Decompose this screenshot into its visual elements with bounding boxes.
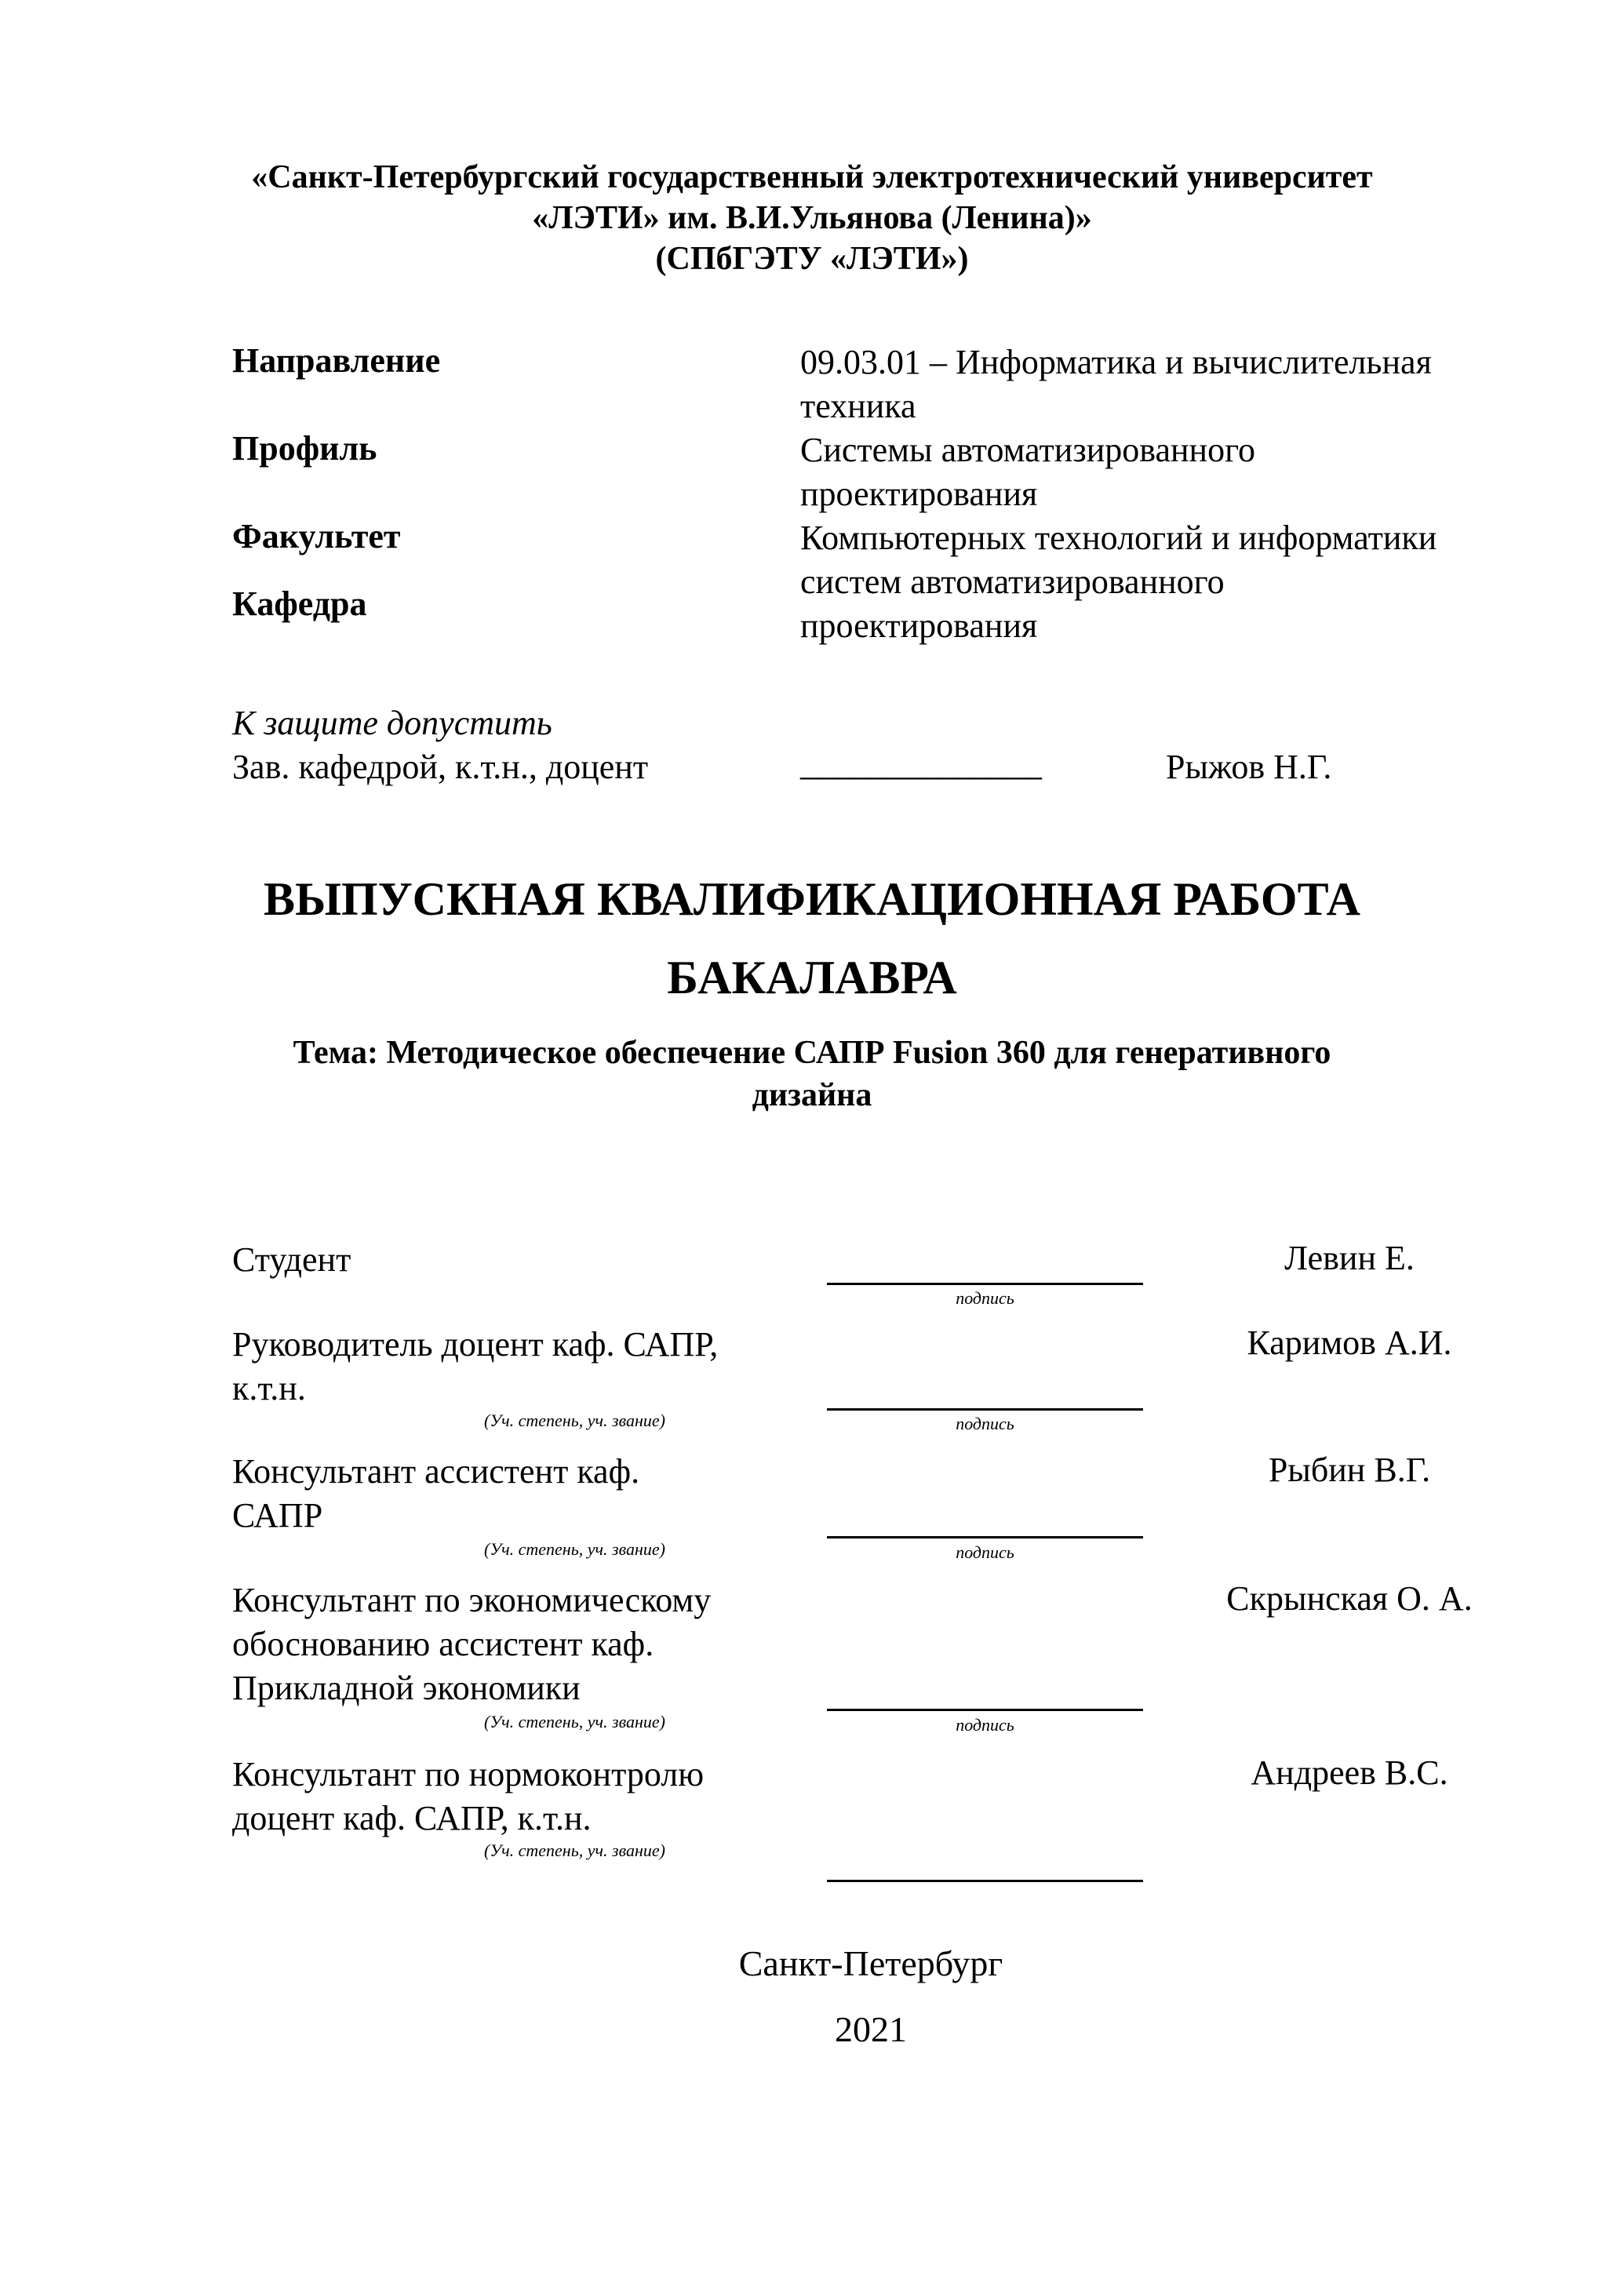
work-title-line1: ВЫПУСКНАЯ КВАЛИФИКАЦИОННАЯ РАБОТА: [264, 873, 1360, 925]
direction-label: Направление: [232, 341, 441, 380]
consultant3-signature-line: [827, 1880, 1143, 1882]
department-value: систем автоматизированного проектирования: [800, 563, 1225, 645]
consultant3-role: Консультант по нормоконтролю доцент каф. САПР, к.т.н.: [232, 1755, 705, 1837]
student-name: Левин Е.: [1284, 1239, 1415, 1277]
consultant1-degree-caption: (Уч. степень, уч. звание): [484, 1539, 665, 1559]
profile-label: Профиль: [232, 429, 377, 468]
profile-value: Системы автоматизированного проектирования: [800, 431, 1256, 513]
consultant2-signature-caption: подпись: [956, 1715, 1014, 1735]
supervisor-signature-line: [827, 1408, 1143, 1411]
consultant2-signature-line: [827, 1709, 1143, 1711]
consultant2-degree-caption: (Уч. степень, уч. звание): [484, 1712, 665, 1731]
theme-line1: Тема: Методическое обеспечение САПР Fusion 360 для генеративного: [293, 1035, 1331, 1071]
direction-value: 09.03.01 – Информатика и вычислительная техника: [800, 343, 1432, 425]
consultant1-signature-line: [827, 1536, 1143, 1538]
consultant2-name: Скрынская О. А.: [1226, 1579, 1473, 1618]
university-name-line2: «ЛЭТИ» им. В.И.Ульянова (Ленина)»: [532, 200, 1092, 236]
theme-line2: дизайна: [752, 1077, 872, 1113]
consultant1-role: Консультант ассистент каф. САПР: [232, 1452, 640, 1535]
supervisor-degree-caption: (Уч. степень, уч. звание): [484, 1411, 665, 1430]
university-name-line1: «Санкт-Петербургский государственный электротехнический университет: [251, 159, 1373, 195]
faculty-label: Факультет: [232, 517, 401, 555]
student-signature-line: [827, 1283, 1143, 1285]
head-signature-blank: ______________: [800, 745, 1042, 783]
consultant3-name: Андреев В.С.: [1251, 1753, 1448, 1792]
supervisor-signature-caption: подпись: [956, 1414, 1014, 1433]
consultant3-degree-caption: (Уч. степень, уч. звание): [484, 1841, 665, 1860]
university-abbrev: (СПбГЭТУ «ЛЭТИ»): [655, 241, 969, 277]
consultant1-signature-caption: подпись: [956, 1542, 1014, 1562]
supervisor-name: Каримов А.И.: [1247, 1324, 1452, 1362]
student-signature-caption: подпись: [956, 1288, 1014, 1308]
faculty-value: Компьютерных технологий и информатики: [800, 519, 1437, 557]
work-title-line2: БАКАЛАВРА: [667, 952, 957, 1003]
year: 2021: [835, 2009, 907, 2049]
head-name: Рыжов Н.Г.: [1166, 748, 1332, 786]
department-head: Зав. кафедрой, к.т.н., доцент: [232, 748, 649, 786]
student-role: Студент: [232, 1240, 351, 1279]
department-label: Кафедра: [232, 584, 367, 623]
city: Санкт-Петербург: [738, 1943, 1003, 1983]
consultant1-name: Рыбин В.Г.: [1268, 1451, 1431, 1489]
consultant2-role: Консультант по экономическому обоснованию ассистент каф. Прикладной экономики: [232, 1581, 712, 1707]
admit-to-defense: К защите допустить: [232, 704, 552, 742]
supervisor-role: Руководитель доцент каф. САПР, к.т.н.: [232, 1325, 719, 1407]
